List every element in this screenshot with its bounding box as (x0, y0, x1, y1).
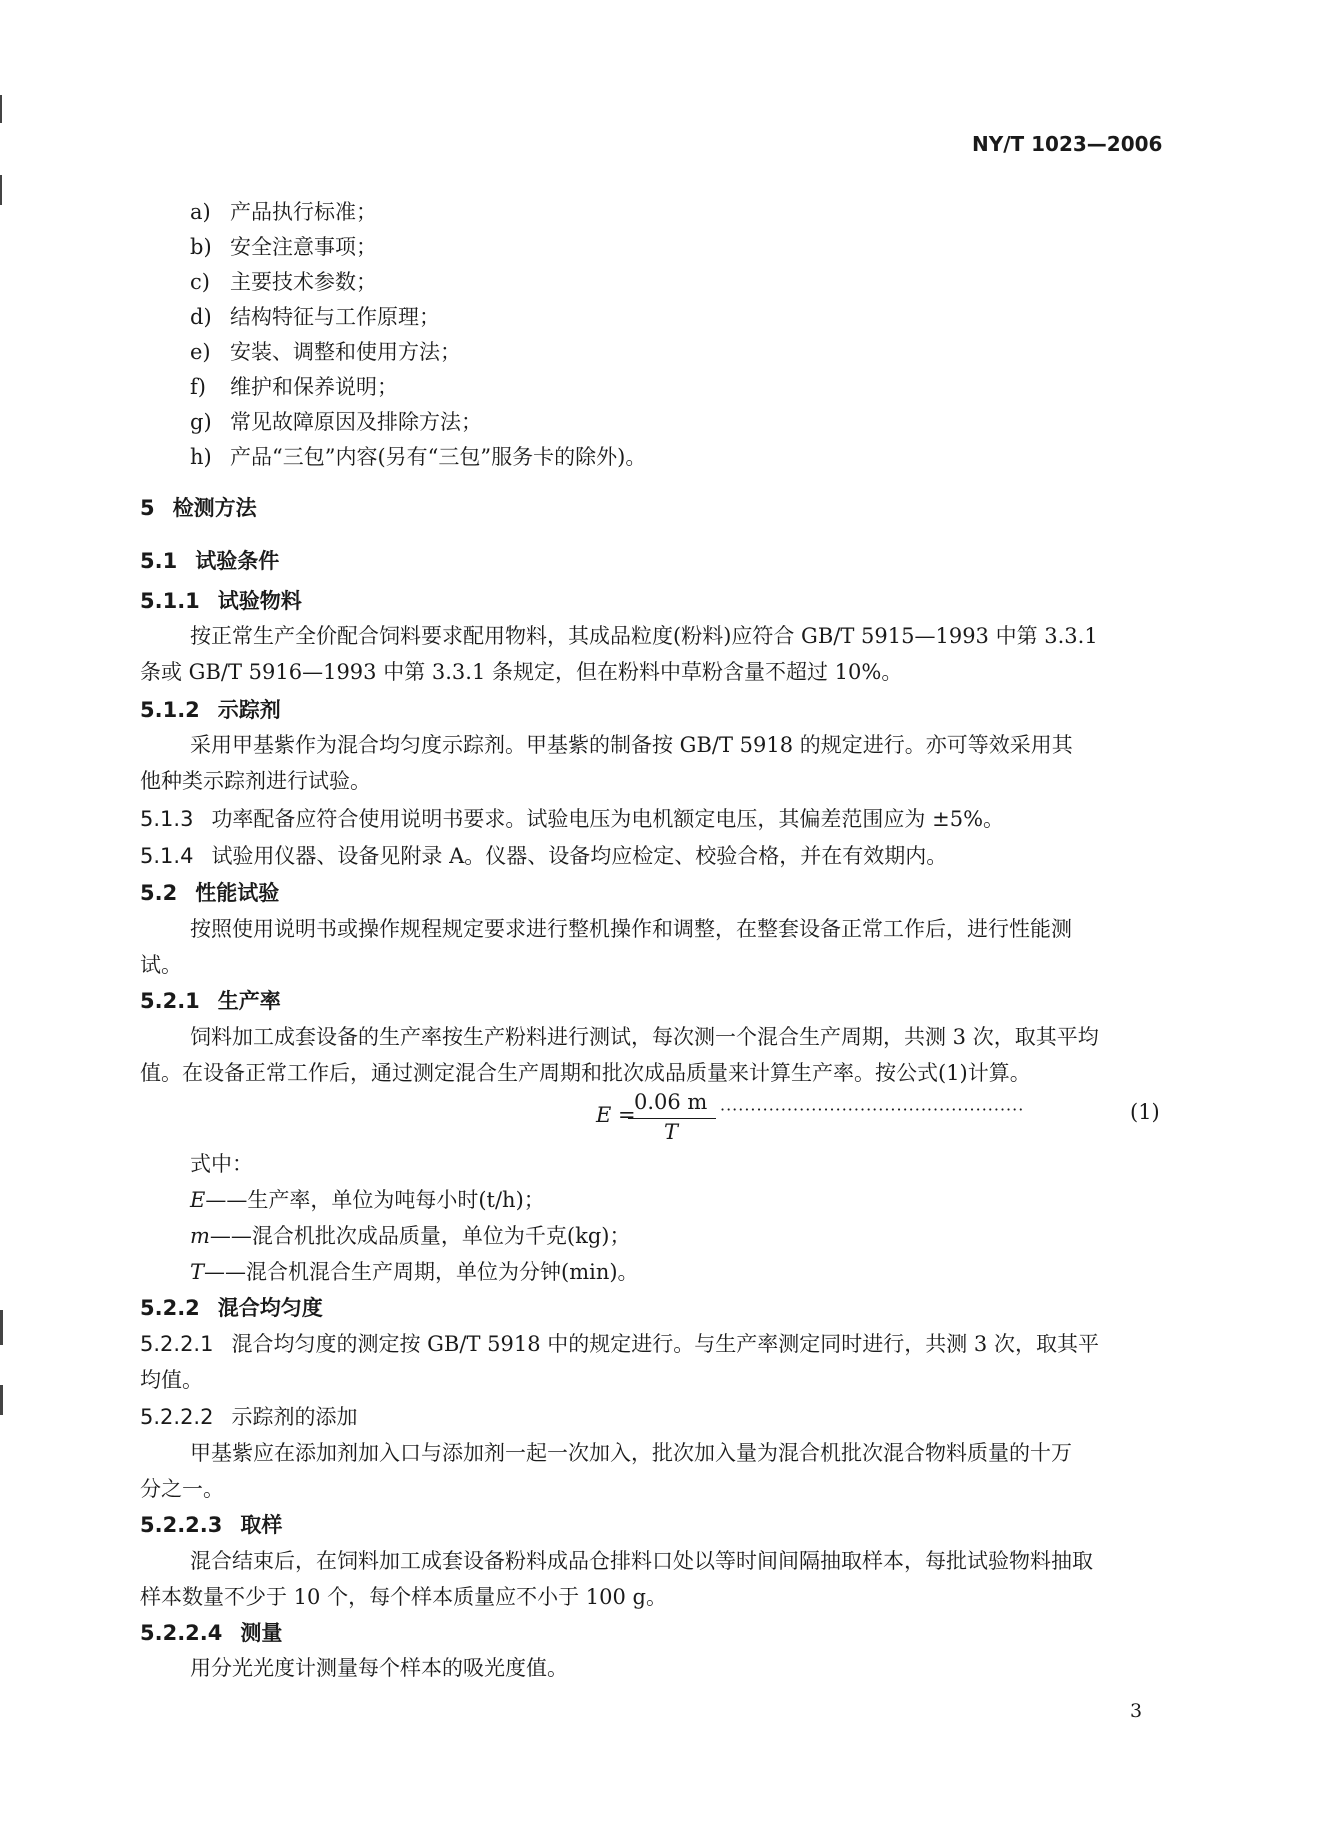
paragraph-line: 均值。 (140, 1368, 203, 1392)
formula-lhs: E = (596, 1103, 636, 1127)
section-heading: 5.1 试验条件 (140, 549, 280, 573)
section-heading: 5.2 性能试验 (140, 881, 280, 905)
page-number: 3 (1130, 1700, 1143, 1722)
paragraph-line: 他种类示踪剂进行试验。 (140, 769, 371, 793)
clause-line: 5.1.4 试验用仪器、设备见附录 A。仪器、设备均应检定、校验合格，并在有效期内。 (140, 844, 948, 868)
section-heading: 5.2.1 生产率 (140, 989, 281, 1013)
scan-edge-mark (0, 175, 2, 205)
section-heading: 5.1.1 试验物料 (140, 589, 302, 613)
list-item: b) 安全注意事项； (190, 235, 377, 259)
formula-leader-dots: ·················································· (720, 1100, 1025, 1119)
paragraph-line: 按正常生产全价配合饲料要求配用物料，其成品粒度(粉料)应符合 GB/T 5915—1993 中第 3.3.1 (190, 624, 1098, 648)
list-item: a) 产品执行标准； (190, 200, 377, 224)
section-heading: 5.2.2 混合均匀度 (140, 1296, 323, 1320)
list-item: g) 常见故障原因及排除方法； (190, 410, 482, 434)
clause-line: 5.2.2.2 示踪剂的添加 (140, 1405, 358, 1429)
clause-line: 5.2.2.1 混合均匀度的测定按 GB/T 5918 中的规定进行。与生产率测定同时进行，共测 3 次，取其平 (140, 1332, 1099, 1356)
fraction-bar (628, 1118, 716, 1119)
paragraph-line: 试。 (140, 953, 182, 977)
paragraph-line: 分之一。 (140, 1477, 224, 1501)
paragraph-line: 条或 GB/T 5916—1993 中第 3.3.1 条规定，但在粉料中草粉含量不超过 10%。 (140, 660, 903, 684)
scan-edge-mark (0, 1310, 3, 1345)
section-heading: 5.2.2.3 取样 (140, 1513, 283, 1537)
section-heading: 5 检测方法 (140, 496, 257, 520)
paragraph-line: 采用甲基紫作为混合均匀度示踪剂。甲基紫的制备按 GB/T 5918 的规定进行。亦可等效采用其 (190, 733, 1073, 757)
where-item: E——生产率，单位为吨每小时(t/h)； (190, 1188, 545, 1212)
formula-number: (1) (1130, 1100, 1160, 1124)
list-item: f) 维护和保养说明； (190, 375, 398, 399)
formula-fraction (604, 1088, 724, 1148)
paragraph-line: 用分光光度计测量每个样本的吸光度值。 (190, 1656, 568, 1680)
where-intro: 式中： (190, 1152, 253, 1176)
list-item: c) 主要技术参数； (190, 270, 377, 294)
where-item: m——混合机批次成品质量，单位为千克(kg)； (190, 1224, 631, 1248)
formula-numerator: 0.06 m (634, 1090, 708, 1114)
list-item: e) 安装、调整和使用方法； (190, 340, 461, 364)
list-item: h) 产品“三包”内容(另有“三包”服务卡的除外)。 (190, 445, 647, 469)
paragraph-line: 样本数量不少于 10 个，每个样本质量应不小于 100 g。 (140, 1585, 667, 1609)
formula-denominator: T (664, 1120, 679, 1144)
section-heading: 5.1.2 示踪剂 (140, 698, 281, 722)
scan-edge-mark (0, 95, 2, 123)
standard-code: NY/T 1023—2006 (972, 132, 1163, 156)
paragraph-line: 饲料加工成套设备的生产率按生产粉料进行测试，每次测一个混合生产周期，共测 3 次，取其平均 (190, 1025, 1099, 1049)
clause-line: 5.1.3 功率配备应符合使用说明书要求。试验电压为电机额定电压，其偏差范围应为 ±5%。 (140, 807, 1005, 831)
paragraph-line: 按照使用说明书或操作规程规定要求进行整机操作和调整，在整套设备正常工作后，进行性能测 (190, 917, 1072, 941)
scan-edge-mark (0, 1385, 3, 1415)
section-heading: 5.2.2.4 测量 (140, 1621, 283, 1645)
where-item: T——混合机混合生产周期，单位为分钟(min)。 (190, 1260, 639, 1284)
paragraph-line: 值。在设备正常工作后，通过测定混合生产周期和批次成品质量来计算生产率。按公式(1)计算。 (140, 1061, 1031, 1085)
paragraph-line: 混合结束后，在饲料加工成套设备粉料成品仓排料口处以等时间间隔抽取样本，每批试验物料抽取 (190, 1549, 1093, 1573)
list-item: d) 结构特征与工作原理； (190, 305, 440, 329)
paragraph-line: 甲基紫应在添加剂加入口与添加剂一起一次加入，批次加入量为混合机批次混合物料质量的十万 (190, 1441, 1072, 1465)
